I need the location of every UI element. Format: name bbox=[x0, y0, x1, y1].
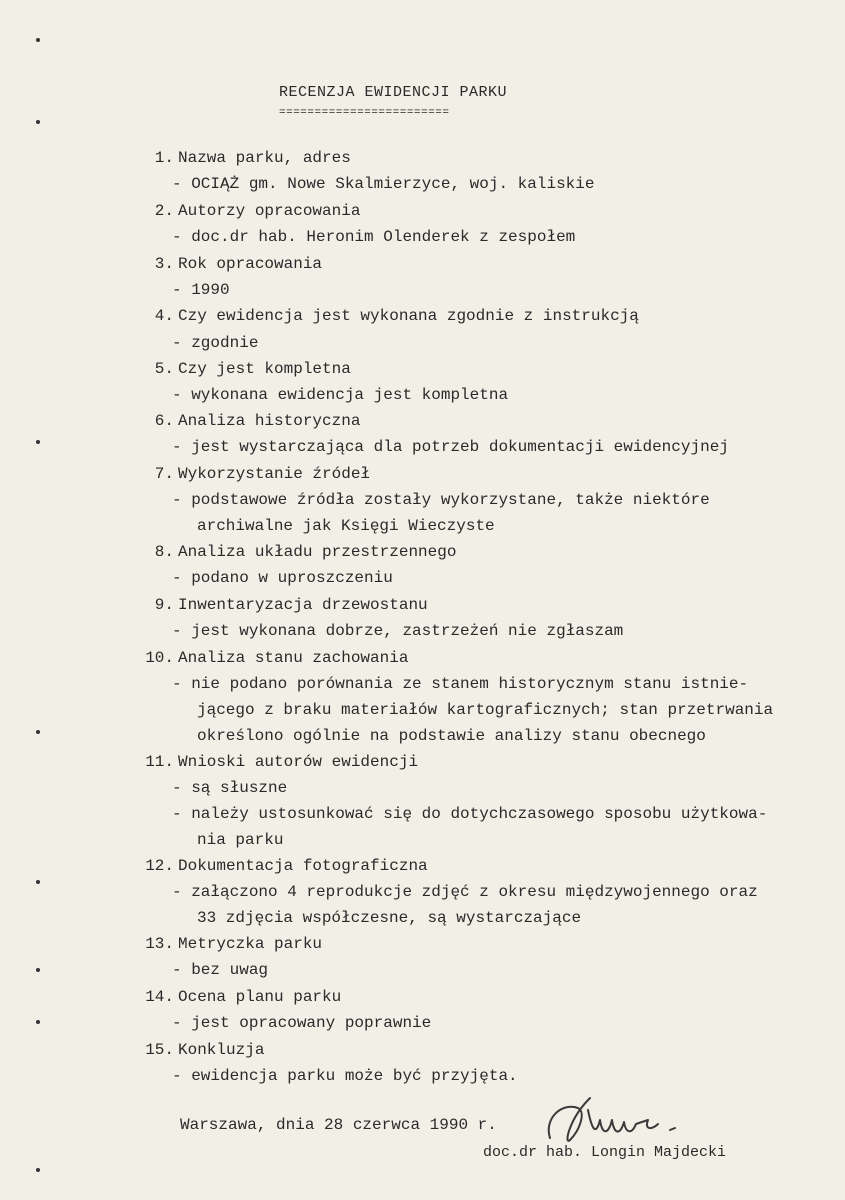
item-15-heading: 15. Konkluzja bbox=[145, 1041, 265, 1059]
item-11-heading: 11. Wnioski autorów ewidencji bbox=[145, 753, 419, 771]
item-15-detail: - ewidencja parku może być przyjęta. bbox=[172, 1067, 518, 1085]
margin-dot bbox=[36, 1020, 40, 1024]
margin-dot bbox=[36, 120, 40, 124]
item-3-detail: - 1990 bbox=[172, 281, 230, 299]
item-14-heading: 14. Ocena planu parku bbox=[145, 988, 342, 1006]
item-1-heading: 1. Nazwa parku, adres bbox=[154, 149, 351, 167]
item-11-detail-2: - należy ustosunkować się do dotychczasowego sposobu użytkowa- bbox=[172, 805, 768, 823]
item-14-detail: - jest opracowany poprawnie bbox=[172, 1014, 432, 1032]
item-7-detail: - podstawowe źródła zostały wykorzystane, także niektóre bbox=[172, 491, 710, 509]
document-title: RECENZJA EWIDENCJI PARKU bbox=[279, 84, 508, 101]
item-13-detail: - bez uwag bbox=[172, 961, 269, 979]
margin-dot bbox=[36, 730, 40, 734]
item-5-detail: - wykonana ewidencja jest kompletna bbox=[172, 386, 509, 404]
item-9-heading: 9. Inwentaryzacja drzewostanu bbox=[154, 596, 428, 614]
item-4-detail: - zgodnie bbox=[172, 334, 259, 352]
item-6-detail: - jest wystarczająca dla potrzeb dokumentacji ewidencyjnej bbox=[172, 438, 729, 456]
item-7-heading: 7. Wykorzystanie źródeł bbox=[154, 465, 371, 483]
item-10-detail-cont: jącego z braku materiałów kartograficznych; stan przetrwania bbox=[197, 701, 774, 719]
item-9-detail: - jest wykonana dobrze, zastrzeżeń nie zgłaszam bbox=[172, 622, 624, 640]
item-10-detail: - nie podano porównania ze stanem historycznym stanu istnie- bbox=[172, 675, 749, 693]
item-11-detail: - są słuszne bbox=[172, 779, 288, 797]
margin-dot bbox=[36, 880, 40, 884]
item-10-heading: 10. Analiza stanu zachowania bbox=[145, 649, 409, 667]
item-6-heading: 6. Analiza historyczna bbox=[154, 412, 361, 430]
item-3-heading: 3. Rok opracowania bbox=[154, 255, 323, 273]
item-13-heading: 13. Metryczka parku bbox=[145, 935, 323, 953]
place-and-date: Warszawa, dnia 28 czerwca 1990 r. bbox=[180, 1116, 497, 1134]
item-8-detail: - podano w uproszczeniu bbox=[172, 569, 393, 587]
item-5-heading: 5. Czy jest kompletna bbox=[154, 360, 351, 378]
item-4-heading: 4. Czy ewidencja jest wykonana zgodnie z instrukcją bbox=[154, 307, 639, 325]
item-11-detail-2-cont: nia parku bbox=[197, 831, 284, 849]
item-10-detail-cont2: określono ogólnie na podstawie analizy stanu obecnego bbox=[197, 727, 706, 745]
item-2-heading: 2. Autorzy opracowania bbox=[154, 202, 361, 220]
margin-dot bbox=[36, 440, 40, 444]
item-12-heading: 12. Dokumentacja fotograficzna bbox=[145, 857, 428, 875]
item-7-detail-cont: archiwalne jak Księgi Wieczyste bbox=[197, 517, 495, 535]
margin-dot bbox=[36, 968, 40, 972]
title-underline: ======================== bbox=[279, 107, 450, 119]
margin-dot bbox=[36, 1168, 40, 1172]
item-1-detail: - OCIĄŻ gm. Nowe Skalmierzyce, woj. kaliskie bbox=[172, 175, 595, 193]
item-2-detail: - doc.dr hab. Heronim Olenderek z zespołem bbox=[172, 228, 576, 246]
signatory-name: doc.dr hab. Longin Majdecki bbox=[483, 1144, 727, 1161]
margin-dot bbox=[36, 38, 40, 42]
item-8-heading: 8. Analiza układu przestrzennego bbox=[154, 543, 457, 561]
item-12-detail-cont: 33 zdjęcia współczesne, są wystarczające bbox=[197, 909, 582, 927]
item-12-detail: - załączono 4 reprodukcje zdjęć z okresu międzywojennego oraz bbox=[172, 883, 758, 901]
